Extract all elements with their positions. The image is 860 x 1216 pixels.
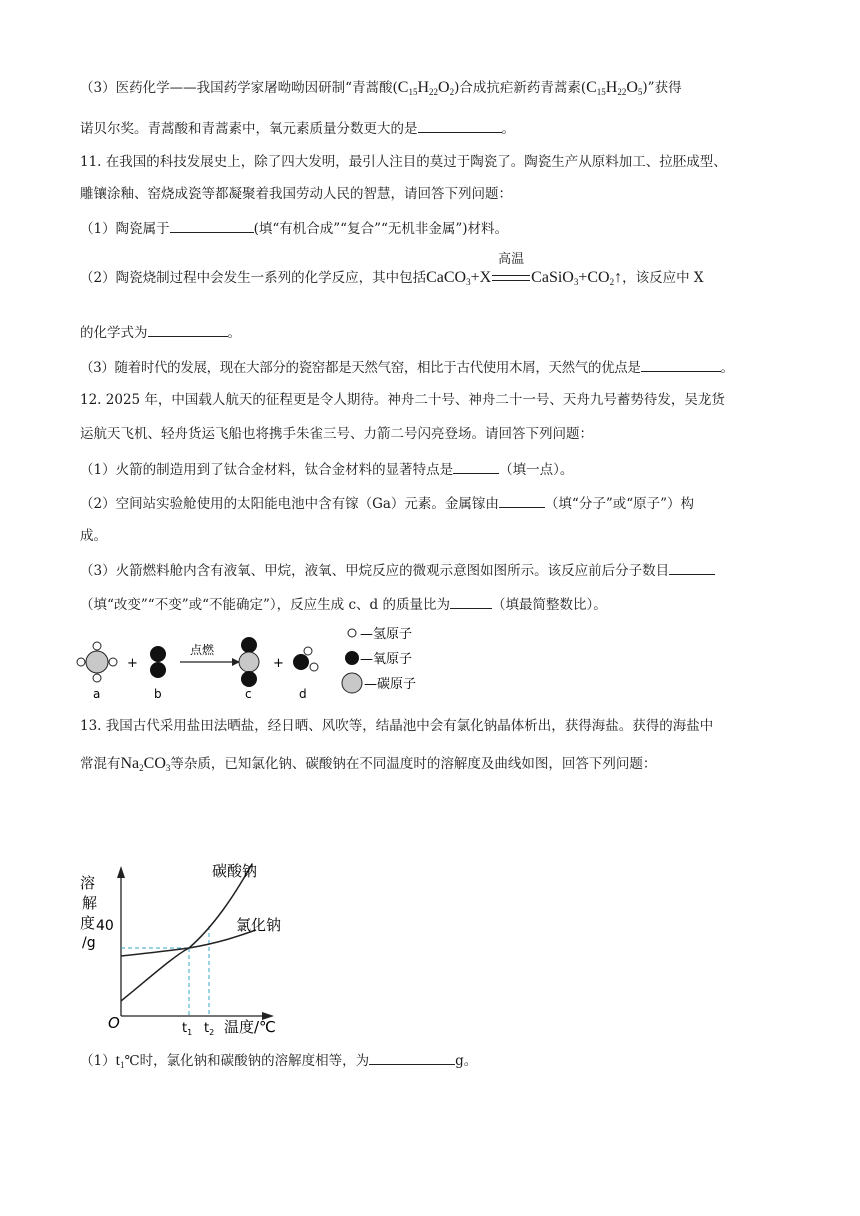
q12-part3-cont: （填“改变”“不变”或“不能确定”），反应生成 c、d 的质量比为 （填最简整数比）。 [80,594,607,615]
q13-intro-2: 常混有$Na_2CO_3$等杂质，已知氯化钠、碳酸钠在不同温度时的溶解度及曲线如图，回答下列问题： [80,755,657,773]
x-axis-label: 温度/℃ [224,1018,276,1036]
molecule-d-water [293,647,318,671]
q11-intro-2: 雕镶涂釉、窑烧成瓷等都凝聚着我国劳动人民的智慧，请回答下列问题： [80,186,512,202]
atom-legend [342,627,416,693]
q12-intro-1: 12. 2025 年，中国载人航天的征程更是令人期待。神舟二十号、神舟二十一号、天舟九号蓄势待发，吴龙货 [80,392,725,408]
reaction-condition-label: 点燃 [190,643,215,657]
series-label-na2co3: 碳酸钠 [212,862,258,880]
q12-part2: （2）空间站实验舱使用的太阳能电池中含有镓（Ga）元素。金属镓由 （填“分子”或“原子”）构 [80,493,694,514]
q12-intro-2: 运航天飞机、轻舟货运飞船也将携手朱雀三号、力箭二号闪亮登场。请回答下列问题： [80,426,593,442]
x-tick-t1: $t_1$ [182,1021,193,1036]
q11-part2: （2）陶瓷烧制过程中会发生一系列的化学反应，其中包括CaCO$_3$+X 高温 $CaSiO_3+CO_2↑$，该反应中 X [80,251,704,287]
answer-blank[interactable] [499,493,545,508]
q11-intro-1: 11. 在我国的科技发展史上，除了四大发明，最引人注目的莫过于陶瓷了。陶瓷生产从原料加工、拉胚成型、 [80,154,727,170]
reaction-microscopic-diagram [72,620,432,700]
sodium-carbonate-curve [121,864,252,1001]
label-c: c [245,687,252,700]
legend-oxygen: —氧原子 [360,652,413,667]
answer-blank[interactable] [369,1050,455,1065]
q12-part3: （3）火箭燃料舱内含有液氧、甲烷，液氧、甲烷反应的微观示意图如图所示。该反应前后分子数目 [80,560,715,581]
q11-part3: （3）随着时代的发展，现在大部分的瓷窑都是天然气窑，相比于古代使用木屑，天然气的优点是 。 [80,357,734,378]
answer-blank[interactable] [641,357,721,372]
series-label-nacl: 氯化钠 [236,916,282,934]
gas-arrow-icon: ↑ [614,269,623,286]
y-label-char3: 度 [80,914,96,932]
molecule-c-co2 [239,637,259,687]
answer-blank[interactable] [453,459,499,474]
q12-part2-cont: 成。 [80,528,107,544]
molecule-a-methane [77,642,117,682]
label-b: b [154,687,162,700]
y-tick-40: 40 [96,918,114,934]
origin-label: O [108,1014,120,1032]
q11-part1: （1）陶瓷属于 (填“有机合成”“复合”“无机非金属”)材料。 [80,218,508,239]
y-label-char4: /g [82,935,96,951]
legend-carbon: —碳原子 [364,677,417,692]
x-tick-t2: $t_2$ [204,1021,215,1036]
y-axis-arrow-icon [117,866,125,878]
q10-3-line1: （3）医药化学——我国药学家屠呦呦因研制“青蒿酸$(C_{15}H_{22}O_2)$合成抗疟新药青蒿素$(C_{15}H_{22}O_5)$”获得 [80,79,682,97]
answer-blank[interactable] [418,118,502,133]
answer-blank[interactable] [450,594,492,609]
label-a: a [93,687,101,700]
answer-blank[interactable] [669,560,715,575]
y-label-char1: 溶 [80,874,96,892]
label-d: d [299,687,307,700]
answer-blank[interactable] [148,322,228,337]
plus-sign: + [127,656,138,671]
molecule-b-oxygen [150,646,166,678]
solubility-chart [74,856,314,1036]
q12-part1: （1）火箭的制造用到了钛合金材料，钛合金材料的显著特点是 （填一点）。 [80,459,573,480]
q11-part2-cont: 的化学式为 。 [80,322,241,343]
legend-hydrogen: —氢原子 [360,627,413,642]
y-label-char2: 解 [82,894,98,912]
plus-sign: + [273,656,284,671]
chemical-equation: CaCO$_3$+X 高温 $CaSiO_3+CO_2↑$ [426,251,623,287]
q13-intro-1: 13. 我国古代采用盐田法晒盐，经日晒、风吹等，结晶池中会有氯化钠晶体析出，获得海盐。获得的海盐中 [80,718,714,734]
q13-part1: $(1)t_1℃$时，氯化钠和碳酸钠的溶解度相等，为 g。 [80,1052,478,1070]
reaction-condition: 高温 [498,251,525,266]
formula-na2co3: $Na_2CO_3$ [120,755,171,773]
answer-blank[interactable] [170,218,254,233]
q10-3-line2: 诺贝尔奖。青蒿酸和青蒿素中，氧元素质量分数更大的是 。 [80,118,515,139]
